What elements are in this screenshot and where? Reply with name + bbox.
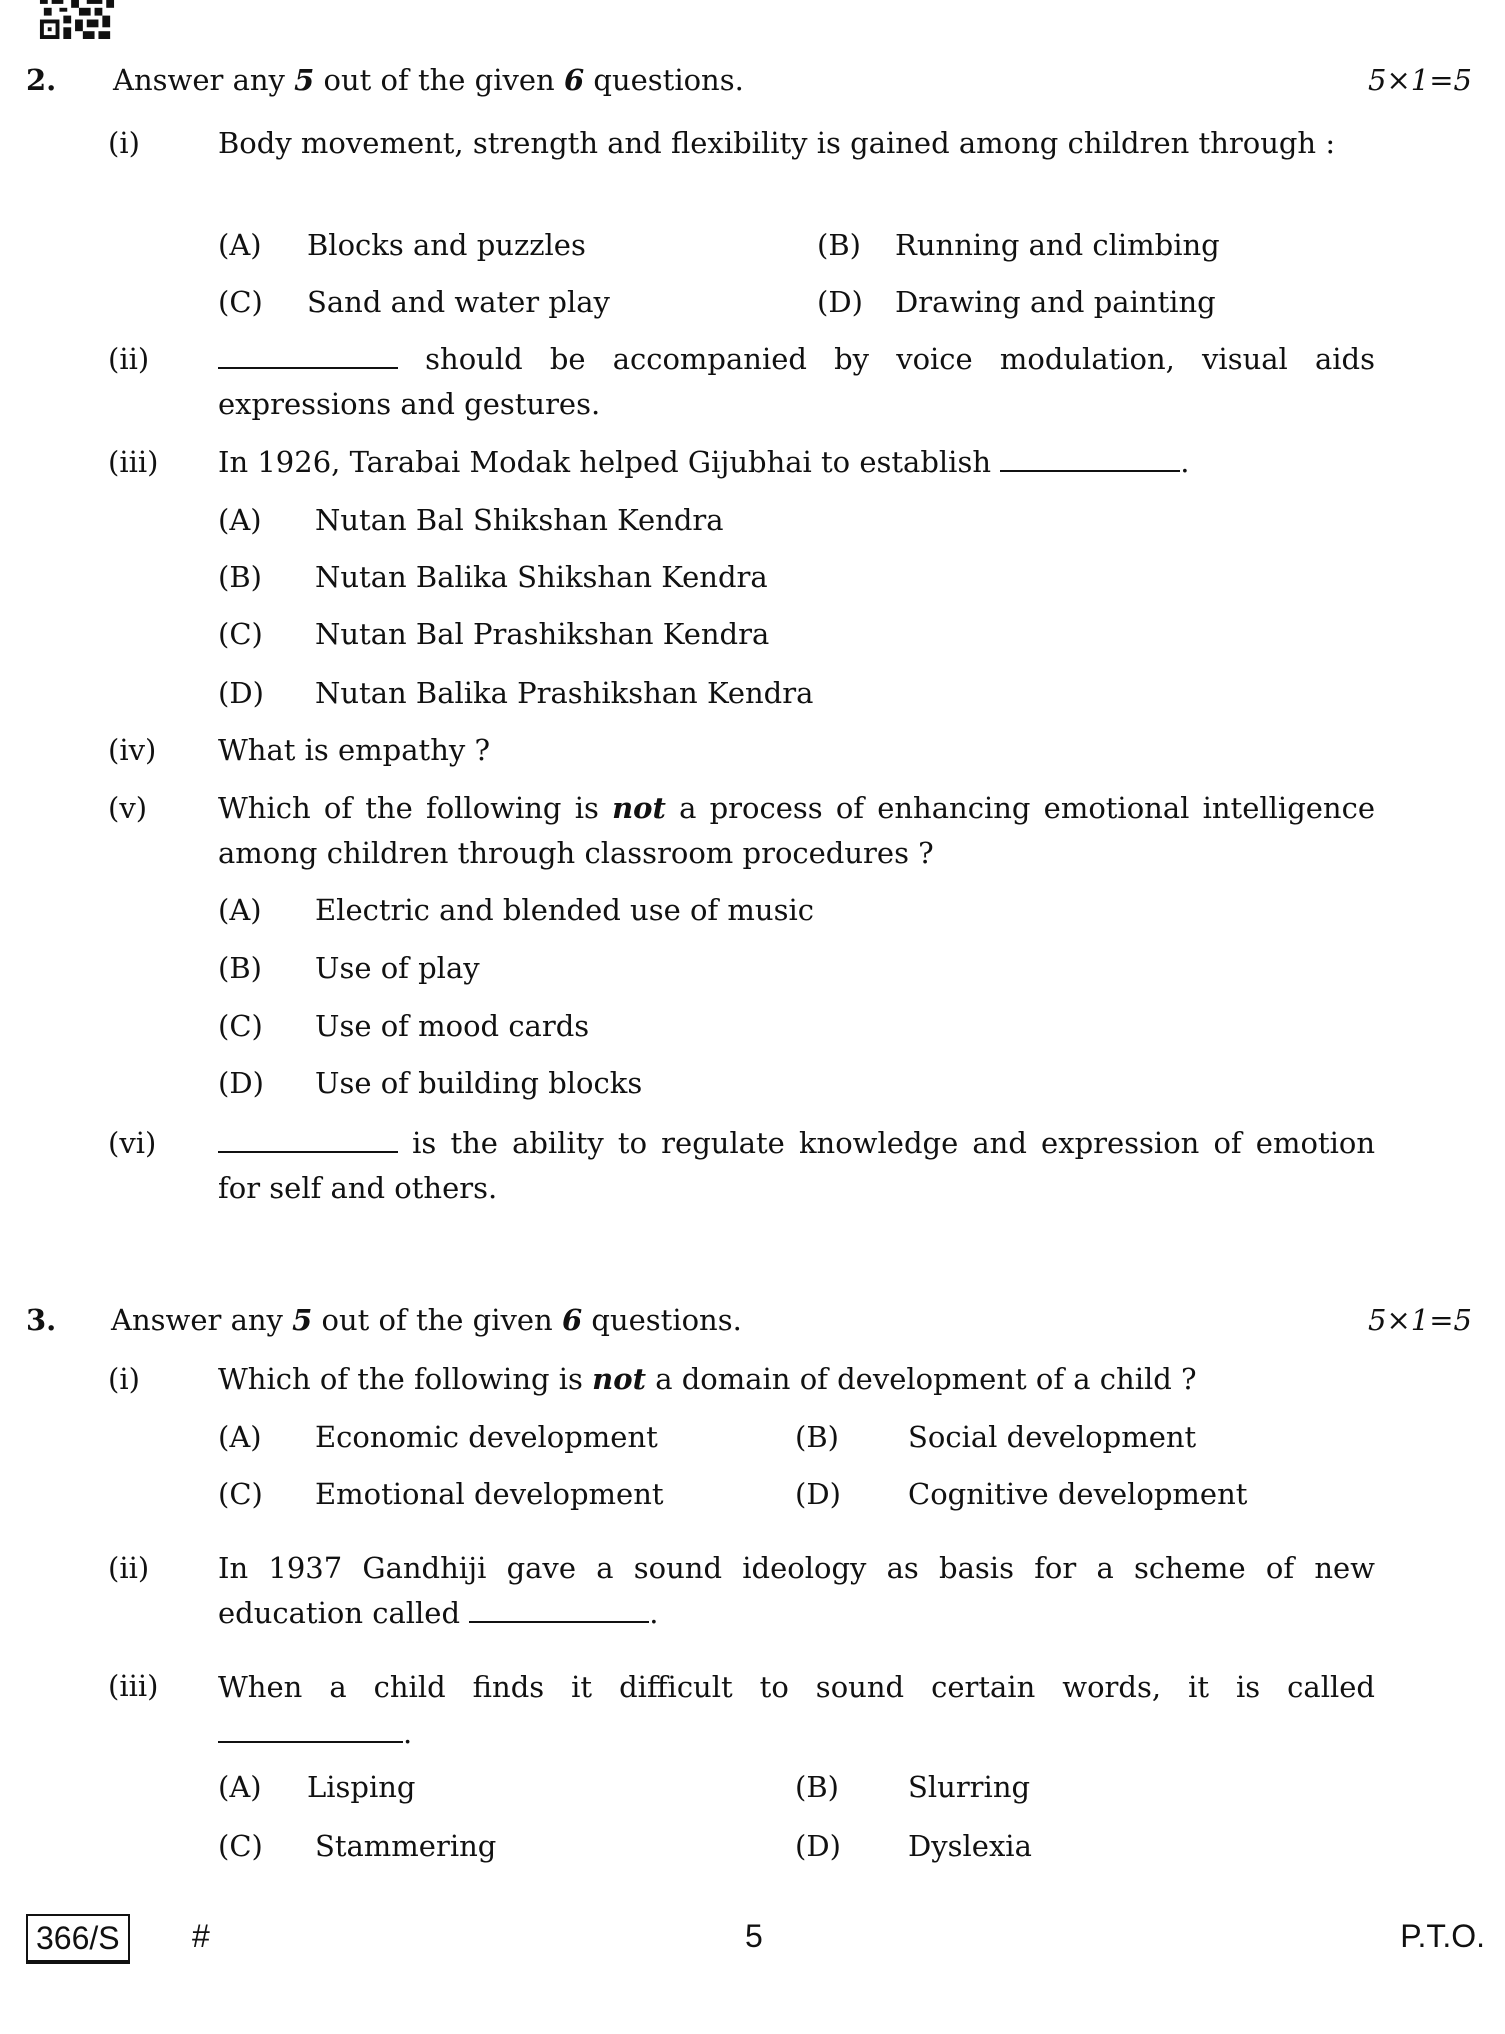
q2-iii-option-c-text: Nutan Bal Prashikshan Kendra	[315, 617, 770, 651]
q3-ii-text: In 1937 Gandhiji gave a sound ideology as basis for a scheme of new education called .	[218, 1551, 1375, 1630]
q2-i-option-a: (A)	[218, 228, 262, 262]
q2-iii-option-a-text: Nutan Bal Shikshan Kendra	[315, 503, 724, 537]
q2-vi-text: is the ability to regulate knowledge and expression of emotion for self and others.	[218, 1121, 1375, 1211]
question-3-number: 3.	[26, 1303, 57, 1337]
please-turn-over: P.T.O.	[1400, 1918, 1485, 1954]
q3-iii-number: (iii)	[108, 1669, 159, 1703]
answer-blank	[1000, 440, 1180, 472]
q2-v-option-a: (A)	[218, 893, 262, 927]
q3-i-option-d-text: Cognitive development	[908, 1477, 1248, 1511]
paper-code: 366/S	[26, 1914, 130, 1964]
page-number: 5	[745, 1918, 763, 1954]
q2-iv-text: What is empathy ?	[218, 733, 491, 767]
q2-iii-option-c: (C)	[218, 617, 263, 651]
question-2-number: 2.	[26, 63, 57, 97]
q3-iii-option-c-text: Stammering	[315, 1829, 497, 1863]
q2-v-option-d: (D)	[218, 1066, 264, 1100]
q3-i-number: (i)	[108, 1362, 140, 1396]
q2-iv-number: (iv)	[108, 733, 157, 767]
q3-iii-option-b-text: Slurring	[908, 1770, 1031, 1804]
q2-i-text: Body movement, strength and flexibility is gained among children through :	[218, 126, 1336, 160]
q2-iii-option-a: (A)	[218, 503, 262, 537]
q2-v-number: (v)	[108, 791, 148, 825]
q2-i-option-b: (B)	[817, 228, 861, 262]
q2-iii-option-b-text: Nutan Balika Shikshan Kendra	[315, 560, 768, 594]
q3-i-option-d: (D)	[795, 1477, 841, 1511]
question-3-instruction: Answer any 5 out of the given 6 questions.	[111, 1303, 742, 1337]
q3-i-option-b-text: Social development	[908, 1420, 1197, 1454]
q2-i-option-c-text: Sand and water play	[307, 285, 610, 319]
q2-iii-option-d-text: Nutan Balika Prashikshan Kendra	[315, 676, 814, 710]
q2-v-option-b-text: Use of play	[315, 951, 480, 985]
q2-iii-option-b: (B)	[218, 560, 262, 594]
q2-ii-text: should be accompanied by voice modulation, visual aids expressions and gestures.	[218, 337, 1375, 427]
q3-iii-option-d-text: Dyslexia	[908, 1829, 1032, 1863]
q2-vi-number: (vi)	[108, 1126, 157, 1160]
question-3-marks: 5×1=5	[1368, 1303, 1472, 1337]
q2-iii-option-d: (D)	[218, 676, 264, 710]
q2-i-option-d-text: Drawing and painting	[895, 285, 1216, 319]
hash-mark: #	[192, 1918, 210, 1954]
q2-v-option-d-text: Use of building blocks	[315, 1066, 643, 1100]
q2-i-option-a-text: Blocks and puzzles	[307, 228, 586, 262]
q3-i-option-a-text: Economic development	[315, 1420, 658, 1454]
q3-iii-option-a: (A)	[218, 1770, 262, 1804]
q2-iii-text: In 1926, Tarabai Modak helped Gijubhai to establish .	[218, 440, 1189, 485]
question-2-instruction: Answer any 5 out of the given 6 questions.	[113, 63, 744, 97]
q2-v-option-a-text: Electric and blended use of music	[315, 893, 814, 927]
q3-ii-number: (ii)	[108, 1551, 150, 1585]
answer-blank	[469, 1591, 649, 1623]
q2-i-option-c: (C)	[218, 285, 263, 319]
q3-iii-option-d: (D)	[795, 1829, 841, 1863]
q2-i-option-d: (D)	[817, 285, 863, 319]
qr-code	[39, 0, 115, 39]
q2-v-option-c-text: Use of mood cards	[315, 1009, 590, 1043]
q3-i-text: Which of the following is not a domain of development of a child ?	[218, 1362, 1197, 1396]
q2-v-text: Which of the following is not a process of enhancing emotional intelligence among children through classroom procedures ?	[218, 791, 1376, 870]
q3-iii-option-c: (C)	[218, 1829, 263, 1863]
q2-iii-number: (iii)	[108, 445, 159, 479]
q3-iii-option-a-text: Lisping	[307, 1770, 416, 1804]
q3-i-option-c: (C)	[218, 1477, 263, 1511]
answer-blank	[218, 1121, 398, 1153]
q3-iii-option-b: (B)	[795, 1770, 839, 1804]
q3-i-option-c-text: Emotional development	[315, 1477, 664, 1511]
q2-v-option-b: (B)	[218, 951, 262, 985]
answer-blank	[218, 1711, 403, 1743]
answer-blank	[218, 337, 398, 369]
question-2-marks: 5×1=5	[1368, 63, 1472, 97]
q3-iii-text: When a child finds it difficult to sound certain words, it is called	[218, 1670, 1375, 1704]
q3-i-option-b: (B)	[795, 1420, 839, 1454]
q3-iii-blank: .	[218, 1711, 412, 1756]
q2-i-option-b-text: Running and climbing	[895, 228, 1220, 262]
q2-i-number: (i)	[108, 126, 140, 160]
q3-i-option-a: (A)	[218, 1420, 262, 1454]
q2-ii-number: (ii)	[108, 342, 150, 376]
q2-v-option-c: (C)	[218, 1009, 263, 1043]
